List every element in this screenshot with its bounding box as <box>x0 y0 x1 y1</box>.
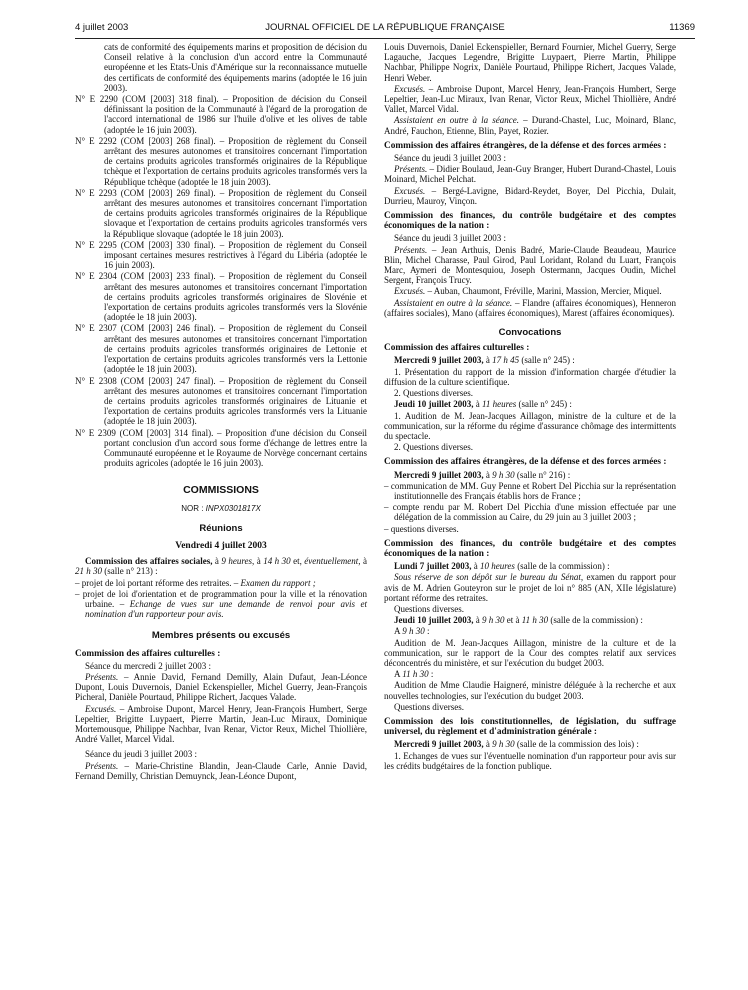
room: (salle de la commission) : <box>514 561 610 572</box>
day: Jeudi 10 juillet 2003, <box>394 615 474 626</box>
entry-ref: N° E 2293 (COM [2003] 269 final). <box>75 187 216 198</box>
reservation: Sous réserve de son dépôt sur le bureau du Sénat, <box>394 572 584 583</box>
names: – Jean Arthuis, Denis Badré, Marie-Claude Beaudeau, Maurice Blin, Michel Charasse, Paul Girod, Paul Loridant, Roland du Luart, François Marc, Aymeri de Montesquiou, Joseph Ostermann, Jacques Oudin, Michel Sergent, François Trucy. <box>384 244 676 286</box>
sep: et à <box>504 615 522 626</box>
agenda-text: – projet de loi portant réforme des retraites. – <box>75 577 241 588</box>
meeting-time <box>384 470 676 480</box>
time: 21 h 30 <box>75 566 102 577</box>
sep: : <box>428 669 434 680</box>
day: Lundi 7 juillet 2003, <box>394 561 472 572</box>
label: Excusés. <box>394 286 426 297</box>
social-commission-name: Commission des affaires sociales, <box>85 556 213 567</box>
sep: à <box>471 561 481 572</box>
excused-list <box>384 186 676 206</box>
eventually: éventuellement <box>304 556 359 567</box>
header-title: JOURNAL OFFICIEL DE LA RÉPUBLIQUE FRANÇAISE <box>265 22 505 33</box>
sep: , à <box>358 556 367 567</box>
time: 11 h 30 <box>402 669 429 680</box>
left-column <box>75 42 367 782</box>
entry-item <box>75 136 367 187</box>
label: Présents. <box>394 244 428 255</box>
entry-ref: N° E 2308 (COM [2003] 247 final). <box>75 375 216 386</box>
excused-list <box>384 84 676 115</box>
attendees-list <box>384 298 676 318</box>
entry-text: – Proposition de décision du Conseil définissant la position de la Communauté à l'égard de la prorogation de l'accord international de 1986 sur l'huile d'olive et les olives de table (adoptée le 16 juin 2003). <box>104 94 367 135</box>
header-rule <box>75 38 695 39</box>
present-list <box>384 245 676 286</box>
names: – Auban, Chaumont, Fréville, Marini, Massion, Mercier, Miquel. <box>425 286 662 297</box>
meeting-time <box>384 615 676 625</box>
agenda-item <box>75 578 367 588</box>
foreign-affairs-commission-title: Commission des affaires étrangères, de la défense et des forces armées : <box>384 140 667 151</box>
time: 17 h 45 <box>492 355 520 366</box>
entry-item <box>75 94 367 135</box>
names: – Ambroise Dupont, Marcel Henry, Jean-François Humbert, Serge Lepeltier, Brigitte Luypaert, Pierre Martin, Jean-Luc Miraux, Dominique Mortemousque, Philippe Nachbar, Ivan Renar, Victor Reux, Michel Thiollière, André Vallet, Marcel Vidal. <box>75 703 367 745</box>
header-page-number: 11369 <box>669 22 695 33</box>
entry-continuation: cats de conformité des équipements marins et proposition de décision du Conseil relative à la conclusion d'un accord entre la Communauté européenne et les Etats-Unis d'Amérique sur la reconnaissance mutuelle des certificats de conformité des équipements marins (adoptée le 16 juin 2003). <box>104 42 367 93</box>
agenda-item: – questions diverses. <box>384 523 459 534</box>
agenda-item: 1. Présentation du rapport de la mission d'information chargée d'étudier la diffusion de la culture scientifique. <box>384 366 676 387</box>
names: – Durand-Chastel, Luc, Moinard, Blanc, André, Fauchon, Etienne, Blin, Payet, Rozier. <box>384 115 676 136</box>
agenda-item: 1. Echanges de vues sur l'éventuelle nomination d'un rapporteur pour avis sur les crédits budgétaires de la fonction publique. <box>384 750 676 771</box>
names: – Bergé-Lavigne, Bidard-Reydet, Boyer, Del Picchia, Dulait, Durrieu, Mauroy, Vinçon. <box>384 185 676 206</box>
names: – Flandre (affaires économiques), Henneron (affaires sociales), Mano (affaires économiques), Marest (affaires économiques). <box>384 297 676 318</box>
time: 9 h 30 <box>492 469 515 480</box>
entry-item <box>75 376 367 427</box>
entry-ref: N° E 2307 (COM [2003] 246 final). <box>75 323 216 334</box>
culture-commission-title: Commission des affaires culturelles : <box>75 648 221 659</box>
label: A <box>394 669 403 680</box>
sub-time <box>384 626 676 636</box>
time: 9 h 30 <box>402 626 425 637</box>
meeting-time <box>384 355 676 365</box>
present-list-continued: Louis Duvernois, Daniel Eckenspieller, Bernard Fournier, Michel Guerry, Serge Lagauche, Jacques Legendre, Brigitte Luypaert, Pierre Martin, Philippe Nachbar, Philippe Nogrix, Danièle Pourtaud, Philippe Richert, Jacques Valade, Henri Weber. <box>384 42 676 83</box>
sep: à <box>212 556 222 567</box>
session-date: Séance du jeudi 3 juillet 2003 : <box>394 153 506 164</box>
label: Excusés. <box>85 703 117 714</box>
label: A <box>394 626 403 637</box>
header-date: 4 juillet 2003 <box>75 22 129 33</box>
entry-item <box>75 323 367 374</box>
reunions-day: Vendredi 4 juillet 2003 <box>175 540 267 551</box>
label: Excusés. <box>394 83 426 94</box>
time: 14 h 30 <box>263 556 291 567</box>
sep: et, <box>290 556 305 567</box>
label: Présents. <box>394 164 428 175</box>
agenda-item <box>75 589 367 620</box>
commissions-heading: COMMISSIONS <box>183 484 259 497</box>
meeting-time <box>384 561 676 571</box>
social-commission-meeting <box>75 556 367 576</box>
right-column <box>384 42 676 772</box>
day: Mercredi 9 juillet 2003, <box>394 739 484 750</box>
sep: à <box>473 399 483 410</box>
foreign-affairs-convocation: Commission des affaires étrangères, de la défense et des forces armées : <box>384 457 667 468</box>
sep: : <box>424 626 430 637</box>
day: Jeudi 10 juillet 2003, <box>394 399 474 410</box>
members-heading: Membres présents ou excusés <box>151 630 291 642</box>
room: (salle de la commission) : <box>548 615 643 626</box>
agenda-item: 2. Questions diverses. <box>394 442 473 453</box>
time: 9 h 30 <box>492 739 515 750</box>
finance-commission-convocation: Commission des finances, du contrôle budgétaire et des comptes économiques de la nation : <box>384 538 676 559</box>
present-list <box>384 164 676 184</box>
meeting-time <box>384 399 676 409</box>
convocations-heading: Convocations <box>498 327 562 339</box>
names: – Marie-Christine Blandin, Jean-Claude Carle, Annie David, Fernand Demilly, Christian Demuynck, Jean-Léonce Dupont, <box>75 760 367 781</box>
present-list <box>75 761 367 781</box>
sep: à <box>473 615 483 626</box>
finance-commission-title: Commission des finances, du contrôle budgétaire et des comptes économiques de la nation : <box>384 211 676 232</box>
reunions-heading: Réunions <box>199 522 243 534</box>
agenda-item: – compte rendu par M. Robert Del Picchia d'une mission effectuée par une délégation de la commission au Caire, du 29 juin au 3 juillet 2003 ; <box>384 502 676 523</box>
time: 10 heures <box>480 561 515 572</box>
entry-text: – Proposition de règlement du Conseil arrêtant des mesures autonomes et transitoires concernant l'importation de certains produits agricoles transformés originaires de Lituanie et l'exportation de certains produits agricoles transformés vers la Lituanie (adoptée le 18 juin 2003). <box>104 375 367 427</box>
entry-ref: N° E 2295 (COM [2003] 330 final). <box>75 239 216 250</box>
entry-ref: N° E 2309 (COM [2003] 314 final). <box>75 427 214 438</box>
time: 9 h 30 <box>482 615 505 626</box>
sep: à <box>483 739 493 750</box>
nor-code: INPX0301817X <box>205 503 261 513</box>
time: 11 h 30 <box>521 615 549 626</box>
label: Assistaient en outre à la séance. <box>394 297 513 308</box>
present-list <box>75 672 367 703</box>
entry-item <box>75 240 367 271</box>
room: (salle n° 245) : <box>516 399 572 410</box>
law-commission-convocation: Commission des lois constitutionnelles, de législation, du suffrage universel, du règlement et d'administration générale : <box>384 716 676 738</box>
entry-ref: N° E 2292 (COM [2003] 268 final). <box>75 135 216 146</box>
agenda-item <box>384 572 676 603</box>
entry-text: – Proposition de règlement du Conseil arrêtant des mesures autonomes et transitoires concernant l'importation de certains produits agricoles transformés originaires de Lettonie et l'exportation de certains produits agricoles transformés vers la Lettonie (adoptée le 18 juin 2003). <box>104 323 367 375</box>
agenda-item: 1. Audition de M. Jean-Jacques Aillagon, ministre de la culture et de la communication, sur la réforme du régime d'assurance chômage des intermittents du spectacle. <box>384 410 676 441</box>
agenda-note: Echange de vues sur une demande de renvoi pour avis et nomination d'un rapporteur pour avis. <box>85 598 367 620</box>
room: (salle de la commission des lois) : <box>514 739 639 750</box>
entry-item <box>75 188 367 239</box>
agenda-note: Examen du rapport ; <box>240 577 316 588</box>
room: (salle n° 213) : <box>102 566 158 577</box>
entry-text: – Proposition de règlement du Conseil imposant certaines mesures restrictives à l'égard du Libéria (adoptée le 16 juin 2003). <box>104 239 367 271</box>
entry-ref: N° E 2290 (COM [2003] 318 final). <box>75 94 219 105</box>
attendees-list <box>384 115 676 135</box>
sub-time <box>384 669 676 679</box>
nor-label: NOR : <box>181 503 206 513</box>
agenda-item: Audition de Mme Claudie Haigneré, ministre déléguée à la recherche et aux nouvelles technologies, sur l'exécution du budget 2003. <box>384 680 676 701</box>
page-header <box>75 22 695 36</box>
entry-ref: N° E 2304 (COM [2003] 233 final). <box>75 271 216 282</box>
room: (salle n° 216) : <box>514 469 571 480</box>
agenda-item: Audition de M. Jean-Jacques Aillagon, ministre de la culture et de la communication, sur le rapport de la Cour des comptes relatif aux services déconcentrés du ministère, et sur l'exécution du budget 2003. <box>384 637 676 668</box>
entry-text: – Proposition de règlement du Conseil arrêtant des mesures autonomes et transitoires concernant l'importation de certains produits agricoles transformés originaires de Slovénie et l'exportation de certains produits agricoles transformés vers la Slovénie (adoptée le 18 juin 2003). <box>104 271 367 323</box>
agenda-text: examen du rapport pour avis de M. Adrien Gouteyron sur le projet de loi n° 885 (AN, XIIe législature) portant réforme des retraites. <box>384 572 676 603</box>
excused-list <box>75 704 367 745</box>
names: – Didier Boulaud, Jean-Guy Branger, Hubert Durand-Chastel, Louis Moinard, Michel Pelchat. <box>384 164 676 185</box>
sep: , à <box>252 556 264 567</box>
day: Mercredi 9 juillet 2003, <box>394 469 484 480</box>
entry-item <box>75 271 367 322</box>
room: (salle n° 245) : <box>519 355 575 366</box>
session-date: Séance du mercredi 2 juillet 2003 : <box>85 660 211 671</box>
label: Présents. <box>85 671 119 682</box>
nor-line <box>75 504 367 514</box>
label: Assistaient en outre à la séance. <box>394 115 519 126</box>
sep: à <box>483 469 493 480</box>
meeting-time <box>384 739 676 749</box>
session-date: Séance du jeudi 3 juillet 2003 : <box>85 749 197 760</box>
excused-list <box>384 286 676 296</box>
entry-text: – Proposition de règlement du Conseil arrêtant des mesures autonomes et transitoires concernant l'importation de certains produits agricoles transformés originaires de la République tchèque et l'exportation de certains produits agricoles transformés vers la République tchèque (adoptée le 18 juin 2003). <box>104 135 367 187</box>
session-date: Séance du jeudi 3 juillet 2003 : <box>394 233 506 244</box>
label: Excusés. <box>394 185 426 196</box>
agenda-item: Questions diverses. <box>394 603 464 614</box>
label: Présents. <box>85 760 119 771</box>
culture-commission-convocation: Commission des affaires culturelles : <box>384 343 530 354</box>
entry-text: – Proposition de règlement du Conseil arrêtant des mesures autonomes et transitoires concernant l'importation de certains produits agricoles transformés originaires de la République slovaque et l'exportation de certains produits agricoles transformés vers la République slovaque (adoptée le 18 juin 2003). <box>104 187 367 239</box>
agenda-item: Questions diverses. <box>394 701 464 712</box>
day: Mercredi 9 juillet 2003, <box>394 355 484 366</box>
entry-list <box>75 94 367 468</box>
names: – Ambroise Dupont, Marcel Henry, Jean-François Humbert, Serge Lepeltier, Jean-Luc Miraux, Ivan Renar, Victor Reux, Michel Thiollière, André Vallet, Marcel Vidal. <box>384 83 676 115</box>
entry-text: – Proposition d'une décision du Conseil portant conclusion d'un accord sous forme d'échange de lettres entre la Communauté européenne et le Royaume de Norvège concernant certains produits agricoles (adoptée le 16 juin 2003). <box>104 427 367 469</box>
sep: à <box>483 355 493 366</box>
agenda-item: – communication de MM. Guy Penne et Robert Del Picchia sur la représentation institutionnelle des Français établis hors de France ; <box>384 480 676 501</box>
time: 9 heures <box>221 556 253 567</box>
agenda-text: – projet de loi d'orientation et de programmation pour la ville et la rénovation urbaine. – <box>75 588 367 609</box>
names: – Annie David, Fernand Demilly, Alain Dufaut, Jean-Léonce Dupont, Louis Duvernois, Daniel Eckenspieller, Michel Guerry, Jean-François Picheral, Danièle Pourtaud, Philippe Richert, Jacques Valade. <box>75 671 367 703</box>
time: 11 heures <box>482 399 517 410</box>
agenda-item: 2. Questions diverses. <box>394 388 473 399</box>
entry-item <box>75 428 367 469</box>
